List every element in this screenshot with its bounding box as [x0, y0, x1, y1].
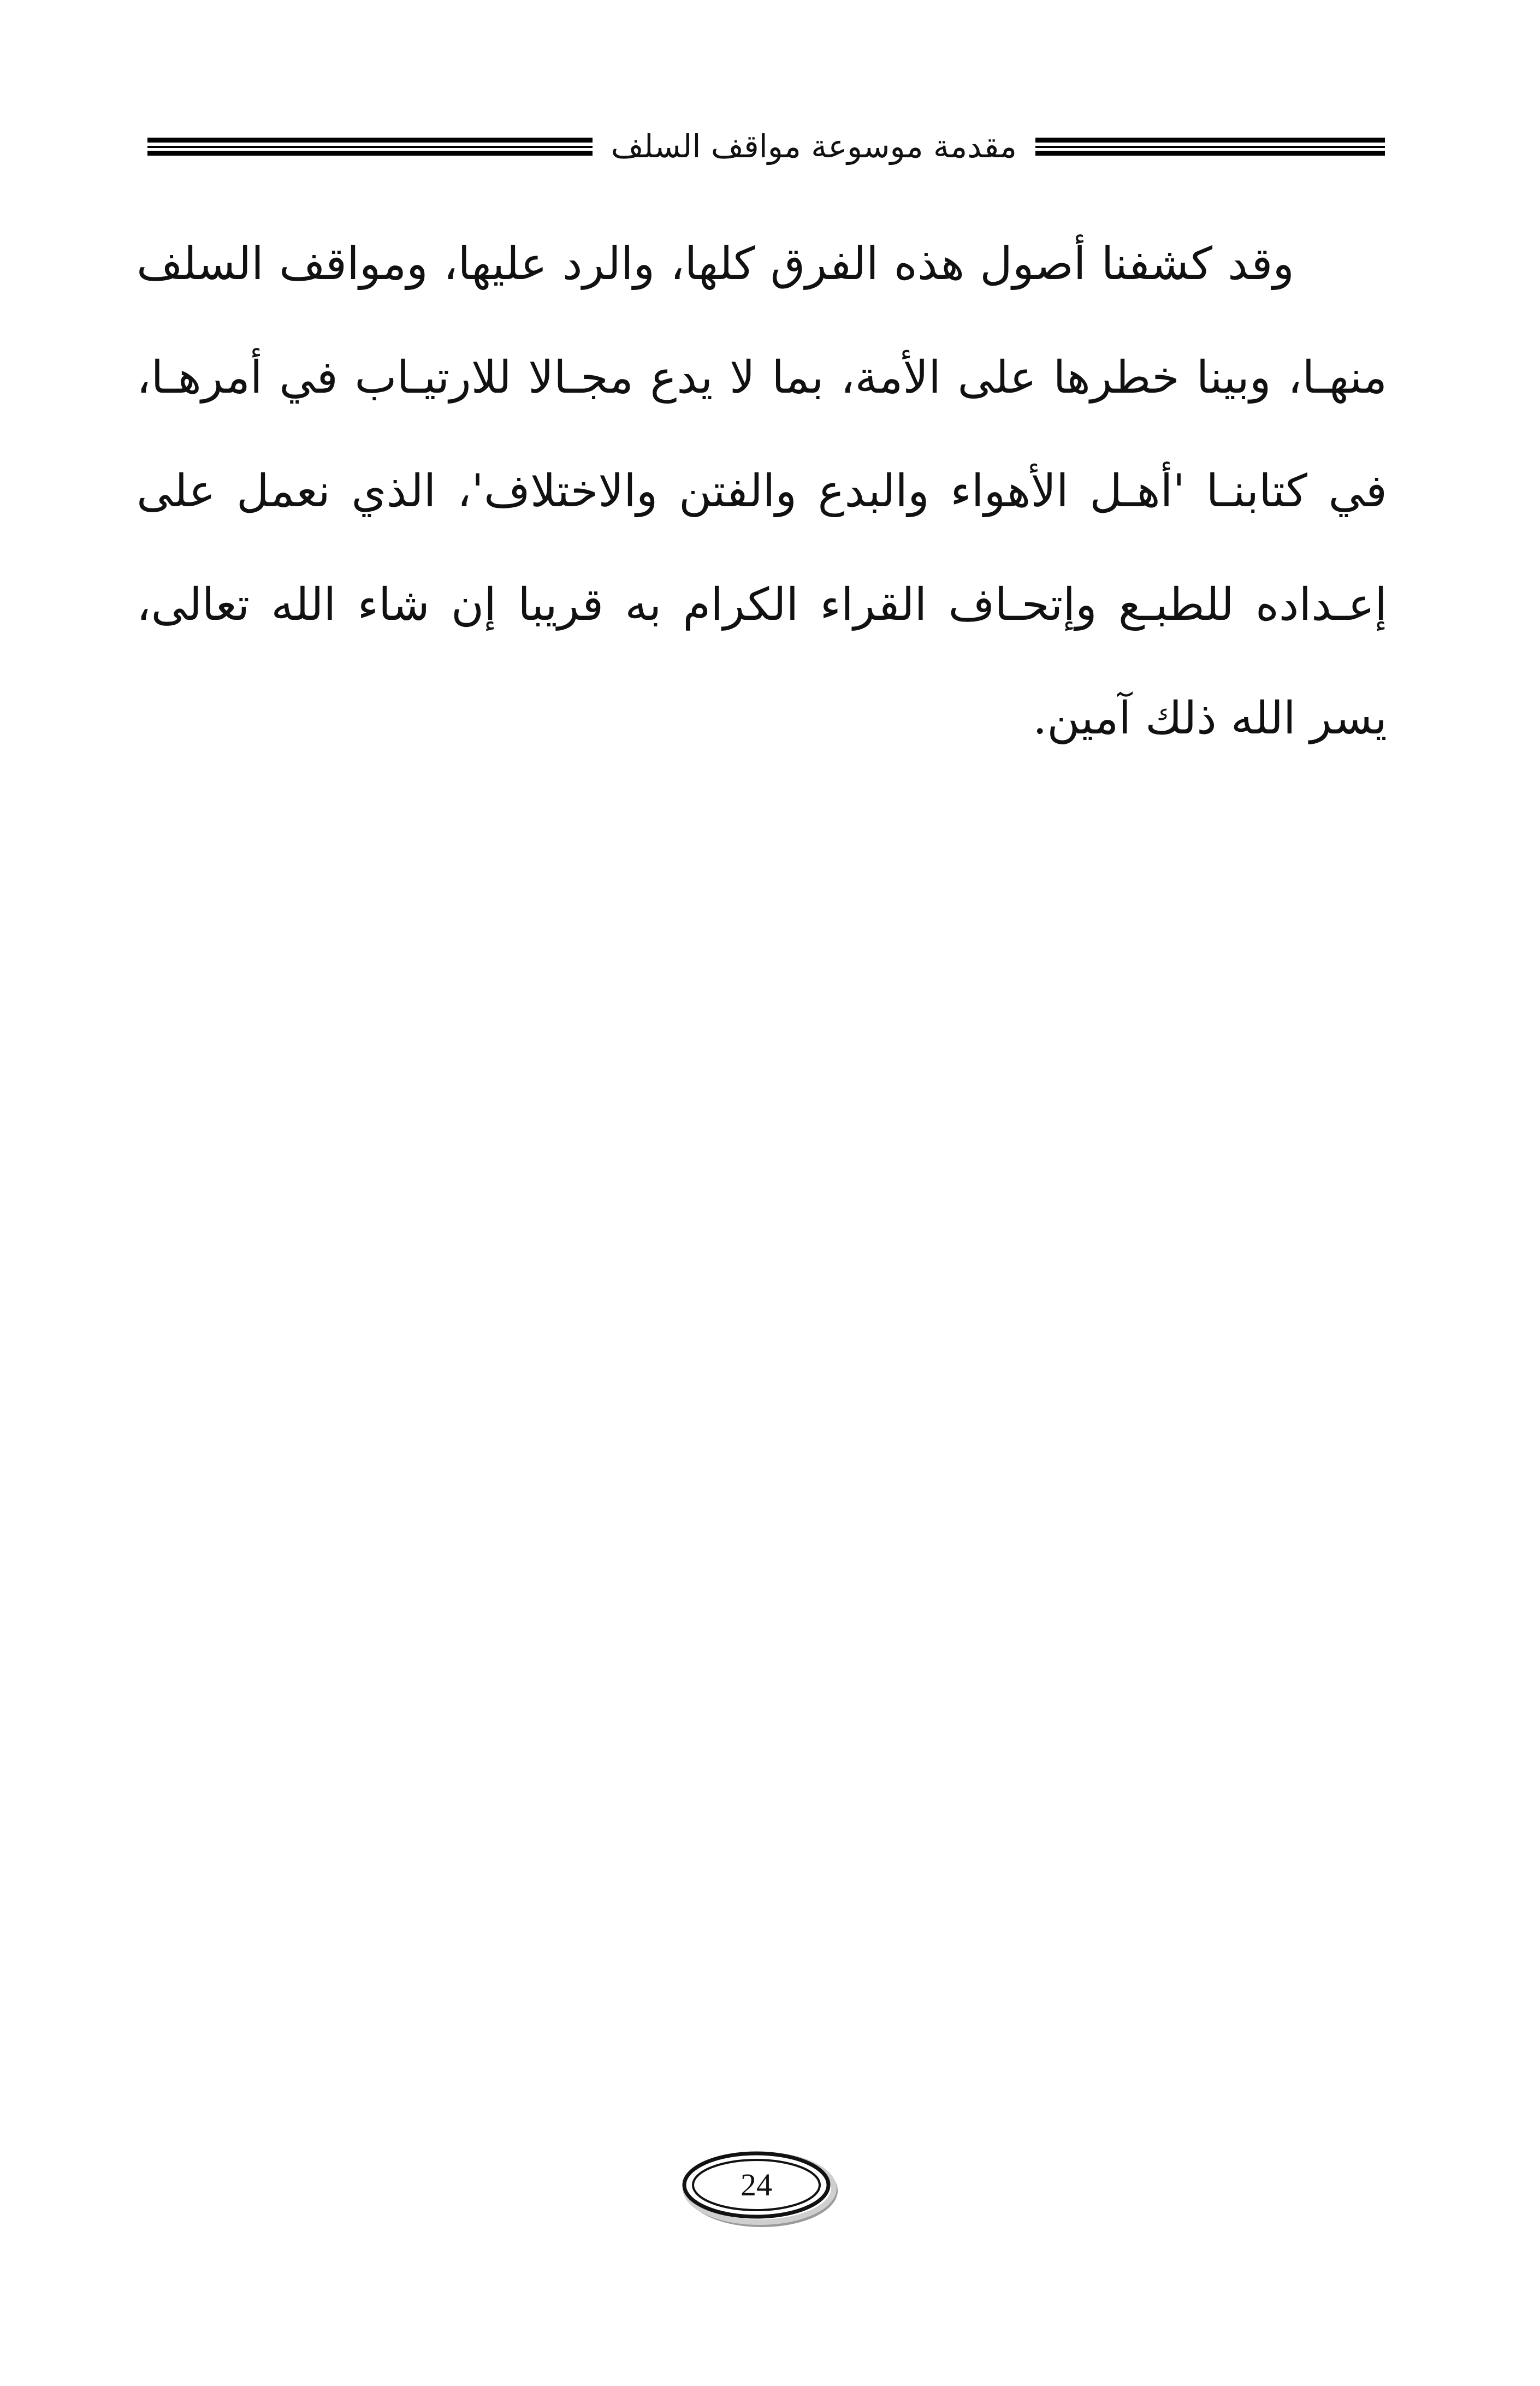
- paragraph: وقد كشفنا أصول هذه الفرق كلها، والرد عليها، ومواقف السلف منهـا، وبينا خطرها على الأمة، بما لا يدع مجـالا للارتيـاب في أمرهـا، في كتابنـا 'أهـل الأهواء والبدع والفتن والاختلاف'، الذي نعمل على إعـداده للطبـع وإتحـاف القراء الكرام به قريبا إن شاء الله تعالى، يسر الله ذلك آمين.: [137, 238, 1387, 744]
- body-text: [137, 208, 1387, 775]
- page-number-badge: [677, 2149, 841, 2231]
- header-title: مقدمة موسوعة مواقف السلف: [611, 128, 1017, 165]
- running-header: [147, 114, 1385, 179]
- header-rule-right: [1035, 133, 1385, 159]
- page-number: 24: [741, 2167, 772, 2203]
- header-rule-left: [147, 133, 593, 159]
